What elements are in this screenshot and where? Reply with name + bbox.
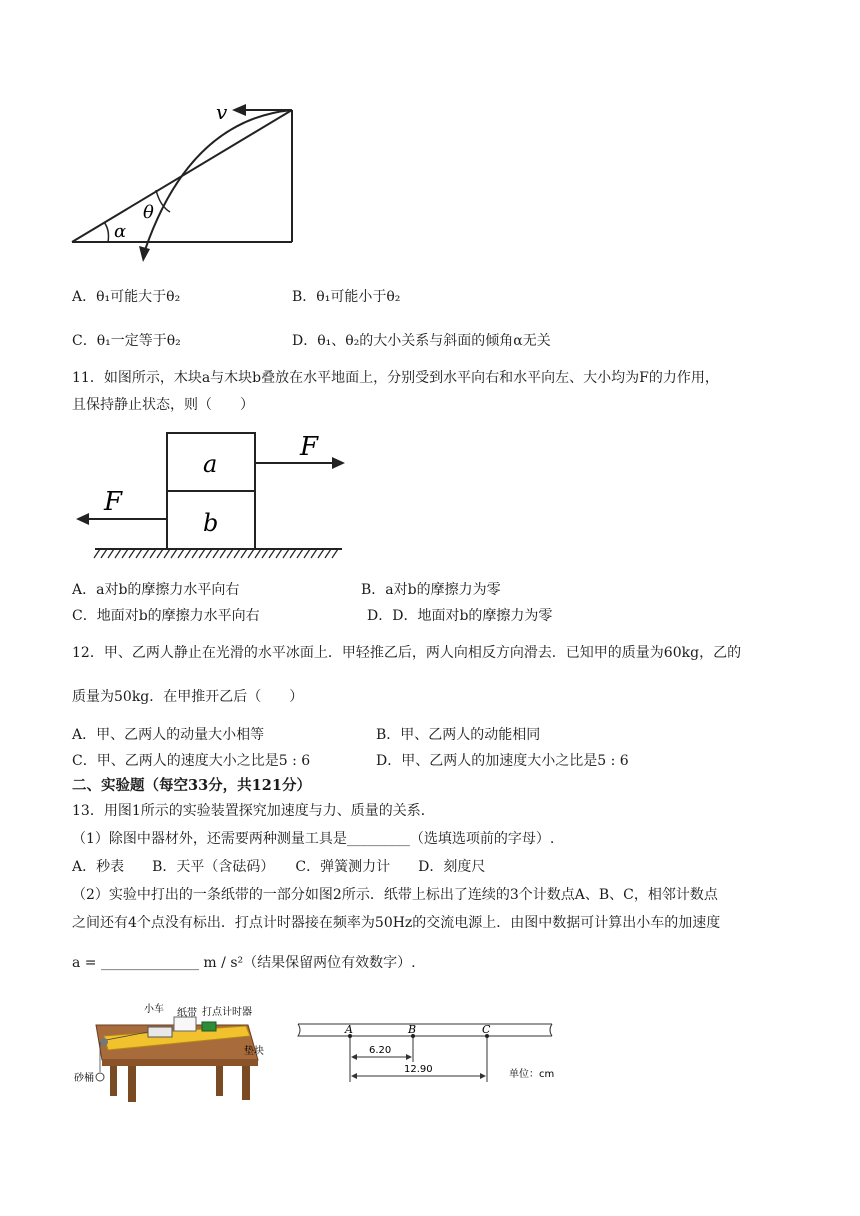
bucket-label: 砂桶: [74, 1073, 94, 1084]
q13-part1: （1）除图中器材外，还需要两种测量工具是_________（选填选项前的字母）.: [72, 831, 555, 847]
dim-ac-arrow-right: [480, 1073, 486, 1079]
block-a-label: a: [203, 450, 218, 478]
pad-label: 垫块: [244, 1046, 264, 1057]
velocity-label: v: [216, 100, 228, 124]
q11-option-b: B．a对b的摩擦力为零: [361, 582, 501, 598]
q13-part2-line3: a = ______________ m / s²（结果保留两位有效数字）.: [72, 955, 416, 971]
q13-part2-line1: （2）实验中打出的一条纸带的一部分如图2所示．纸带上标出了连续的3个计数点A、B、C，相邻计数点: [72, 887, 718, 903]
dim-ab-arrow-left: [351, 1054, 357, 1060]
point-c-label: C: [482, 1023, 491, 1036]
q10-option-a: A．θ₁可能大于θ₂: [72, 289, 181, 305]
cart-label: 小车: [144, 1004, 164, 1015]
dim-ac-label: 12.90: [404, 1064, 433, 1075]
unit-label: 单位：cm: [509, 1069, 555, 1080]
q13-part1-options: A．秒表 B．天平（含砝码） C．弹簧测力计 D．刻度尺: [72, 859, 486, 875]
q10-option-c: C．θ₁一定等于θ₂: [72, 333, 181, 349]
q11-stem-line2: 且保持静止状态，则（ ）: [72, 397, 254, 413]
q11-option-a: A．a对b的摩擦力水平向右: [72, 582, 240, 598]
dim-ac-arrow-left: [351, 1073, 357, 1079]
alpha-label: α: [114, 221, 127, 242]
q13-part2-line2: 之间还有4个点没有标出．打点计时器接在频率为50Hz的交流电源上．由图中数据可计算出小车的加速度: [72, 915, 721, 931]
block-b-label: b: [203, 509, 219, 537]
q11-stem-line1: 11．如图所示，木块a与木块b叠放在水平地面上，分别受到水平向右和水平向左、大小均为F的力作用，: [72, 370, 719, 386]
section-2-title: 二、实验题（每空33分，共121分）: [72, 777, 311, 794]
force-right-label: F: [300, 432, 319, 462]
q12-option-a: A．甲、乙两人的动量大小相等: [72, 727, 265, 743]
point-b-label: B: [408, 1023, 417, 1036]
q12-option-b: B．甲、乙两人的动能相同: [376, 727, 541, 743]
q10-option-d: D．θ₁、θ₂的大小关系与斜面的倾角α无关: [292, 333, 551, 349]
tape-label: 纸带: [177, 1008, 197, 1019]
point-a-label: A: [345, 1023, 353, 1036]
theta-label: θ: [143, 202, 154, 223]
q13-stem: 13．用图1所示的实验装置探究加速度与力、质量的关系．: [72, 803, 435, 819]
q12-stem-line1: 12．甲、乙两人静止在光滑的水平冰面上．甲轻推乙后，两人向相反方向滑去．已知甲的质量为60kg，乙的: [72, 645, 742, 661]
q12-stem-line2: 质量为50kg．在甲推开乙后（ ）: [72, 689, 304, 705]
q12-option-c: C．甲、乙两人的速度大小之比是5 : 6: [72, 753, 311, 769]
tape-top-edge: [298, 1024, 552, 1036]
q11-option-c: C．地面对b的摩擦力水平向右: [72, 608, 260, 624]
q10-option-b: B．θ₁可能小于θ₂: [292, 289, 401, 305]
tape-right-curl: [550, 1024, 552, 1036]
q11-option-d: D．D．地面对b的摩擦力为零: [367, 608, 553, 624]
force-left-label: F: [104, 487, 123, 517]
dim-ab-label: 6.20: [369, 1045, 392, 1056]
dim-ab-arrow-right: [406, 1054, 412, 1060]
q12-option-d: D．甲、乙两人的加速度大小之比是5 : 6: [376, 753, 629, 769]
timer-label: 打点计时器: [202, 1007, 252, 1018]
